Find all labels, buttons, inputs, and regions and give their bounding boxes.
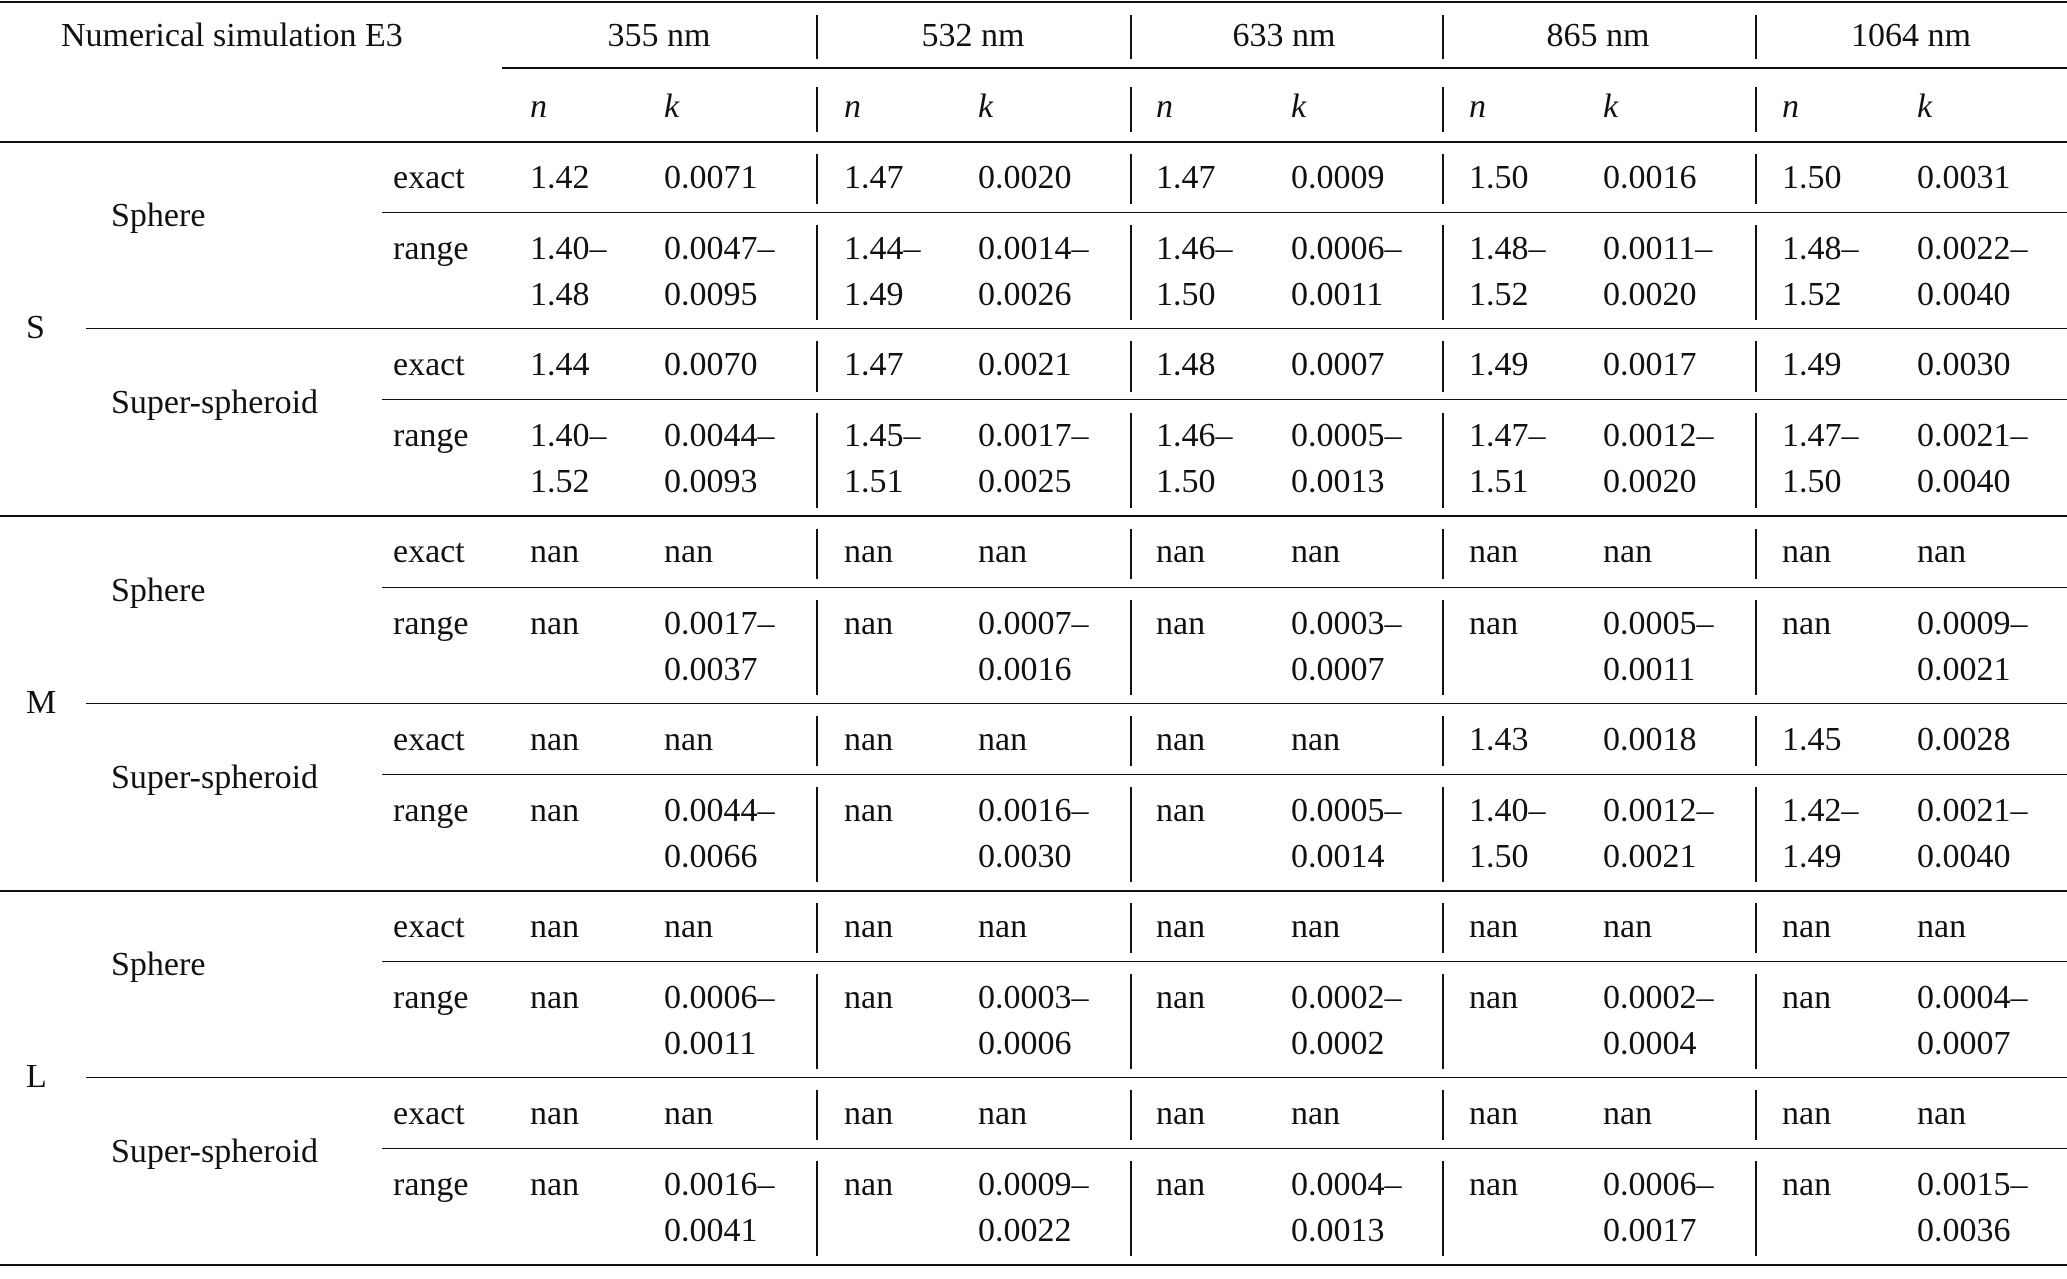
value-cell: 1.52 bbox=[1469, 276, 1529, 313]
value-cell: 0.0005– bbox=[1291, 417, 1402, 454]
row-type-label: range bbox=[393, 979, 469, 1016]
value-cell: nan bbox=[1156, 908, 1206, 945]
row-type-label: range bbox=[393, 792, 469, 829]
column-separator bbox=[1442, 903, 1444, 953]
value-cell: 0.0005– bbox=[1603, 605, 1714, 642]
value-cell: 0.0007– bbox=[978, 605, 1089, 642]
column-separator bbox=[816, 341, 818, 392]
wavelength-header: 1064 nm bbox=[1851, 17, 1971, 54]
column-separator bbox=[1442, 974, 1444, 1069]
value-cell: 1.47– bbox=[1782, 417, 1859, 454]
value-cell: 0.0021 bbox=[1917, 651, 2011, 688]
value-cell: 0.0028 bbox=[1917, 721, 2011, 758]
value-cell: 0.0030 bbox=[1917, 346, 2011, 383]
row-type-label: exact bbox=[393, 908, 465, 945]
bottom-rule bbox=[0, 1264, 2067, 1266]
column-separator bbox=[1442, 600, 1444, 695]
value-cell: 0.0021– bbox=[1917, 792, 2028, 829]
column-separator bbox=[1130, 15, 1132, 59]
row-type-label: range bbox=[393, 1166, 469, 1203]
value-cell: nan bbox=[1156, 792, 1206, 829]
value-cell: 0.0015– bbox=[1917, 1166, 2028, 1203]
value-cell: 0.0036 bbox=[1917, 1212, 2011, 1249]
value-cell: nan bbox=[1782, 605, 1832, 642]
column-separator bbox=[1130, 1161, 1132, 1256]
column-separator bbox=[1755, 529, 1757, 579]
value-cell: 0.0011– bbox=[1603, 230, 1713, 267]
wavelength-underline bbox=[502, 67, 2067, 69]
value-cell: 0.0005– bbox=[1291, 792, 1402, 829]
value-cell: nan bbox=[664, 908, 714, 945]
column-separator bbox=[1755, 15, 1757, 59]
value-cell: 1.40– bbox=[1469, 792, 1546, 829]
row-type-label: exact bbox=[393, 533, 465, 570]
value-cell: 0.0021– bbox=[1917, 417, 2028, 454]
column-separator bbox=[1130, 341, 1132, 392]
column-separator bbox=[1130, 529, 1132, 579]
value-cell: 1.52 bbox=[1782, 276, 1842, 313]
value-cell: 1.42 bbox=[530, 159, 590, 196]
row-rule bbox=[382, 961, 2067, 962]
value-cell: 0.0040 bbox=[1917, 276, 2011, 313]
value-cell: 1.49 bbox=[844, 276, 904, 313]
column-separator bbox=[816, 154, 818, 204]
subheader-n: n bbox=[1469, 88, 1486, 125]
column-separator bbox=[816, 413, 818, 508]
value-cell: 0.0020 bbox=[1603, 276, 1697, 313]
shape-label: Sphere bbox=[111, 572, 206, 609]
column-separator bbox=[816, 1090, 818, 1140]
group-rule bbox=[0, 515, 2067, 517]
shape-rule bbox=[86, 703, 2067, 704]
value-cell: 1.47 bbox=[844, 346, 904, 383]
column-separator bbox=[1442, 413, 1444, 508]
column-separator bbox=[1755, 716, 1757, 766]
value-cell: 0.0017– bbox=[664, 605, 775, 642]
column-separator bbox=[1755, 154, 1757, 204]
value-cell: nan bbox=[1782, 1166, 1832, 1203]
value-cell: 1.44– bbox=[844, 230, 921, 267]
value-cell: 0.0016 bbox=[978, 651, 1072, 688]
column-separator bbox=[816, 600, 818, 695]
value-cell: nan bbox=[1156, 979, 1206, 1016]
value-cell: 0.0002 bbox=[1291, 1025, 1385, 1062]
column-separator bbox=[1755, 1161, 1757, 1256]
value-cell: 0.0011 bbox=[664, 1025, 757, 1062]
value-cell: nan bbox=[844, 721, 894, 758]
value-cell: 0.0006– bbox=[1291, 230, 1402, 267]
subheader-k: k bbox=[978, 88, 994, 125]
column-separator bbox=[1442, 716, 1444, 766]
value-cell: 0.0009 bbox=[1291, 159, 1385, 196]
value-cell: 1.51 bbox=[844, 463, 904, 500]
value-cell: 1.49 bbox=[1782, 346, 1842, 383]
value-cell: 1.50 bbox=[1156, 463, 1216, 500]
column-separator bbox=[1442, 1161, 1444, 1256]
group-label: M bbox=[26, 684, 57, 721]
value-cell: 0.0044– bbox=[664, 417, 775, 454]
shape-label: Super-spheroid bbox=[111, 384, 319, 421]
column-separator bbox=[1755, 787, 1757, 882]
value-cell: 0.0007 bbox=[1291, 651, 1385, 688]
value-cell: 0.0021 bbox=[978, 346, 1072, 383]
column-separator bbox=[1755, 225, 1757, 320]
group-label: S bbox=[26, 309, 45, 346]
value-cell: 0.0016– bbox=[664, 1166, 775, 1203]
row-rule bbox=[382, 399, 2067, 400]
value-cell: 1.50 bbox=[1469, 159, 1529, 196]
column-separator bbox=[1442, 787, 1444, 882]
value-cell: nan bbox=[1917, 1095, 1967, 1132]
value-cell: nan bbox=[1291, 533, 1341, 570]
column-separator bbox=[816, 529, 818, 579]
row-type-label: exact bbox=[393, 346, 465, 383]
value-cell: nan bbox=[978, 908, 1028, 945]
column-separator bbox=[1755, 1090, 1757, 1140]
value-cell: 0.0006– bbox=[1603, 1166, 1714, 1203]
value-cell: 0.0002– bbox=[1291, 979, 1402, 1016]
value-cell: nan bbox=[1291, 1095, 1341, 1132]
value-cell: 1.40– bbox=[530, 417, 607, 454]
value-cell: nan bbox=[1782, 979, 1832, 1016]
value-cell: 1.50 bbox=[1469, 838, 1529, 875]
value-cell: nan bbox=[1469, 605, 1519, 642]
value-cell: nan bbox=[978, 721, 1028, 758]
column-separator bbox=[1130, 716, 1132, 766]
subheader-n: n bbox=[1782, 88, 1799, 125]
row-type-label: exact bbox=[393, 1095, 465, 1132]
value-cell: 0.0040 bbox=[1917, 463, 2011, 500]
value-cell: 0.0017 bbox=[1603, 1212, 1697, 1249]
wavelength-header: 355 nm bbox=[607, 17, 711, 54]
row-rule bbox=[382, 1148, 2067, 1149]
value-cell: nan bbox=[1156, 533, 1206, 570]
value-cell: nan bbox=[1156, 1095, 1206, 1132]
column-separator bbox=[1442, 15, 1444, 59]
value-cell: 0.0030 bbox=[978, 838, 1072, 875]
value-cell: 0.0047– bbox=[664, 230, 775, 267]
value-cell: nan bbox=[1291, 721, 1341, 758]
value-cell: 0.0017– bbox=[978, 417, 1089, 454]
row-type-label: range bbox=[393, 605, 469, 642]
value-cell: 0.0031 bbox=[1917, 159, 2011, 196]
value-cell: nan bbox=[1603, 908, 1653, 945]
value-cell: 0.0003– bbox=[1291, 605, 1402, 642]
value-cell: 0.0044– bbox=[664, 792, 775, 829]
column-separator bbox=[816, 15, 818, 59]
value-cell: 0.0095 bbox=[664, 276, 758, 313]
top-rule bbox=[0, 1, 2067, 3]
column-separator bbox=[816, 225, 818, 320]
value-cell: 0.0066 bbox=[664, 838, 758, 875]
shape-label: Super-spheroid bbox=[111, 1133, 319, 1170]
wavelength-header: 532 nm bbox=[921, 17, 1025, 54]
shape-rule bbox=[86, 1077, 2067, 1078]
column-separator bbox=[1130, 974, 1132, 1069]
value-cell: 1.45 bbox=[1782, 721, 1842, 758]
value-cell: 1.49 bbox=[1782, 838, 1842, 875]
value-cell: 0.0004– bbox=[1917, 979, 2028, 1016]
value-cell: 0.0013 bbox=[1291, 1212, 1385, 1249]
column-separator bbox=[1755, 87, 1757, 132]
subheader-k: k bbox=[1291, 88, 1307, 125]
value-cell: 1.50 bbox=[1782, 159, 1842, 196]
value-cell: 1.45– bbox=[844, 417, 921, 454]
value-cell: nan bbox=[530, 908, 580, 945]
value-cell: 1.43 bbox=[1469, 721, 1529, 758]
value-cell: 1.48– bbox=[1782, 230, 1859, 267]
row-type-label: range bbox=[393, 417, 469, 454]
value-cell: 0.0014 bbox=[1291, 838, 1385, 875]
column-separator bbox=[1130, 600, 1132, 695]
value-cell: 0.0013 bbox=[1291, 463, 1385, 500]
value-cell: 0.0003– bbox=[978, 979, 1089, 1016]
header-rule bbox=[0, 141, 2067, 143]
value-cell: 0.0037 bbox=[664, 651, 758, 688]
column-separator bbox=[816, 903, 818, 953]
value-cell: 1.47 bbox=[844, 159, 904, 196]
row-rule bbox=[382, 212, 2067, 213]
value-cell: nan bbox=[1603, 533, 1653, 570]
value-cell: 1.50 bbox=[1782, 463, 1842, 500]
value-cell: 0.0006– bbox=[664, 979, 775, 1016]
value-cell: nan bbox=[530, 533, 580, 570]
value-cell: 0.0007 bbox=[1291, 346, 1385, 383]
value-cell: nan bbox=[664, 533, 714, 570]
value-cell: nan bbox=[844, 979, 894, 1016]
value-cell: 0.0007 bbox=[1917, 1025, 2011, 1062]
value-cell: 0.0040 bbox=[1917, 838, 2011, 875]
column-separator bbox=[1130, 903, 1132, 953]
shape-label: Sphere bbox=[111, 197, 206, 234]
value-cell: 1.44 bbox=[530, 346, 590, 383]
subheader-k: k bbox=[1603, 88, 1619, 125]
value-cell: 0.0006 bbox=[978, 1025, 1072, 1062]
value-cell: nan bbox=[1469, 1166, 1519, 1203]
value-cell: 0.0022 bbox=[978, 1212, 1072, 1249]
column-separator bbox=[1755, 600, 1757, 695]
value-cell: nan bbox=[530, 792, 580, 829]
value-cell: 0.0041 bbox=[664, 1212, 758, 1249]
value-cell: 1.42– bbox=[1782, 792, 1859, 829]
value-cell: 0.0070 bbox=[664, 346, 758, 383]
column-separator bbox=[1442, 529, 1444, 579]
value-cell: nan bbox=[530, 1095, 580, 1132]
value-cell: 0.0016– bbox=[978, 792, 1089, 829]
value-cell: nan bbox=[1469, 908, 1519, 945]
column-separator bbox=[816, 87, 818, 132]
value-cell: nan bbox=[844, 605, 894, 642]
column-separator bbox=[1130, 1090, 1132, 1140]
value-cell: nan bbox=[664, 1095, 714, 1132]
value-cell: nan bbox=[978, 1095, 1028, 1132]
row-rule bbox=[382, 587, 2067, 588]
value-cell: nan bbox=[844, 533, 894, 570]
wavelength-header: 633 nm bbox=[1232, 17, 1336, 54]
value-cell: nan bbox=[978, 533, 1028, 570]
value-cell: nan bbox=[1156, 605, 1206, 642]
value-cell: 0.0071 bbox=[664, 159, 758, 196]
value-cell: 1.51 bbox=[1469, 463, 1529, 500]
value-cell: nan bbox=[844, 1166, 894, 1203]
value-cell: nan bbox=[1156, 721, 1206, 758]
column-separator bbox=[1755, 903, 1757, 953]
column-separator bbox=[1755, 341, 1757, 392]
group-rule bbox=[0, 890, 2067, 892]
value-cell: 0.0025 bbox=[978, 463, 1072, 500]
value-cell: nan bbox=[1469, 979, 1519, 1016]
value-cell: nan bbox=[1782, 533, 1832, 570]
value-cell: nan bbox=[844, 908, 894, 945]
column-separator bbox=[1130, 413, 1132, 508]
value-cell: nan bbox=[530, 979, 580, 1016]
wavelength-header: 865 nm bbox=[1546, 17, 1650, 54]
group-label: L bbox=[26, 1058, 47, 1095]
value-cell: 0.0026 bbox=[978, 276, 1072, 313]
column-separator bbox=[1442, 1090, 1444, 1140]
value-cell: nan bbox=[1291, 908, 1341, 945]
value-cell: nan bbox=[530, 721, 580, 758]
value-cell: 1.48– bbox=[1469, 230, 1546, 267]
value-cell: nan bbox=[844, 792, 894, 829]
subheader-n: n bbox=[1156, 88, 1173, 125]
value-cell: 0.0014– bbox=[978, 230, 1089, 267]
value-cell: 0.0012– bbox=[1603, 792, 1714, 829]
value-cell: 0.0011 bbox=[1291, 276, 1384, 313]
table-title: Numerical simulation E3 bbox=[61, 17, 403, 54]
value-cell: nan bbox=[1782, 908, 1832, 945]
value-cell: 0.0022– bbox=[1917, 230, 2028, 267]
value-cell: nan bbox=[664, 721, 714, 758]
column-separator bbox=[1130, 225, 1132, 320]
value-cell: 1.46– bbox=[1156, 230, 1233, 267]
value-cell: 1.50 bbox=[1156, 276, 1216, 313]
value-cell: nan bbox=[530, 1166, 580, 1203]
column-separator bbox=[1442, 87, 1444, 132]
column-separator bbox=[816, 974, 818, 1069]
column-separator bbox=[816, 1161, 818, 1256]
value-cell: nan bbox=[530, 605, 580, 642]
value-cell: 0.0002– bbox=[1603, 979, 1714, 1016]
value-cell: nan bbox=[1782, 1095, 1832, 1132]
row-rule bbox=[382, 774, 2067, 775]
value-cell: 0.0009– bbox=[1917, 605, 2028, 642]
row-type-label: range bbox=[393, 230, 469, 267]
value-cell: 0.0016 bbox=[1603, 159, 1697, 196]
value-cell: 1.48 bbox=[530, 276, 590, 313]
value-cell: 1.40– bbox=[530, 230, 607, 267]
subheader-k: k bbox=[1917, 88, 1933, 125]
value-cell: 0.0018 bbox=[1603, 721, 1697, 758]
row-type-label: exact bbox=[393, 159, 465, 196]
value-cell: 0.0004 bbox=[1603, 1025, 1697, 1062]
subheader-k: k bbox=[664, 88, 680, 125]
value-cell: 0.0020 bbox=[978, 159, 1072, 196]
subheader-n: n bbox=[530, 88, 547, 125]
column-separator bbox=[816, 716, 818, 766]
shape-rule bbox=[86, 328, 2067, 329]
row-type-label: exact bbox=[393, 721, 465, 758]
value-cell: 0.0020 bbox=[1603, 463, 1697, 500]
value-cell: 0.0004– bbox=[1291, 1166, 1402, 1203]
column-separator bbox=[816, 787, 818, 882]
column-separator bbox=[1755, 974, 1757, 1069]
subheader-n: n bbox=[844, 88, 861, 125]
column-separator bbox=[1755, 413, 1757, 508]
value-cell: 1.47– bbox=[1469, 417, 1546, 454]
value-cell: nan bbox=[844, 1095, 894, 1132]
value-cell: nan bbox=[1917, 908, 1967, 945]
value-cell: 1.52 bbox=[530, 463, 590, 500]
value-cell: nan bbox=[1917, 533, 1967, 570]
shape-label: Sphere bbox=[111, 946, 206, 983]
value-cell: nan bbox=[1469, 533, 1519, 570]
value-cell: 0.0093 bbox=[664, 463, 758, 500]
value-cell: nan bbox=[1156, 1166, 1206, 1203]
column-separator bbox=[1130, 154, 1132, 204]
column-separator bbox=[1130, 787, 1132, 882]
column-separator bbox=[1442, 341, 1444, 392]
value-cell: 1.49 bbox=[1469, 346, 1529, 383]
value-cell: 1.46– bbox=[1156, 417, 1233, 454]
value-cell: 0.0012– bbox=[1603, 417, 1714, 454]
column-separator bbox=[1442, 225, 1444, 320]
shape-label: Super-spheroid bbox=[111, 759, 319, 796]
value-cell: nan bbox=[1469, 1095, 1519, 1132]
value-cell: 0.0011 bbox=[1603, 651, 1696, 688]
column-separator bbox=[1130, 87, 1132, 132]
value-cell: 0.0009– bbox=[978, 1166, 1089, 1203]
value-cell: nan bbox=[1603, 1095, 1653, 1132]
value-cell: 1.48 bbox=[1156, 346, 1216, 383]
value-cell: 0.0017 bbox=[1603, 346, 1697, 383]
value-cell: 0.0021 bbox=[1603, 838, 1697, 875]
value-cell: 1.47 bbox=[1156, 159, 1216, 196]
column-separator bbox=[1442, 154, 1444, 204]
